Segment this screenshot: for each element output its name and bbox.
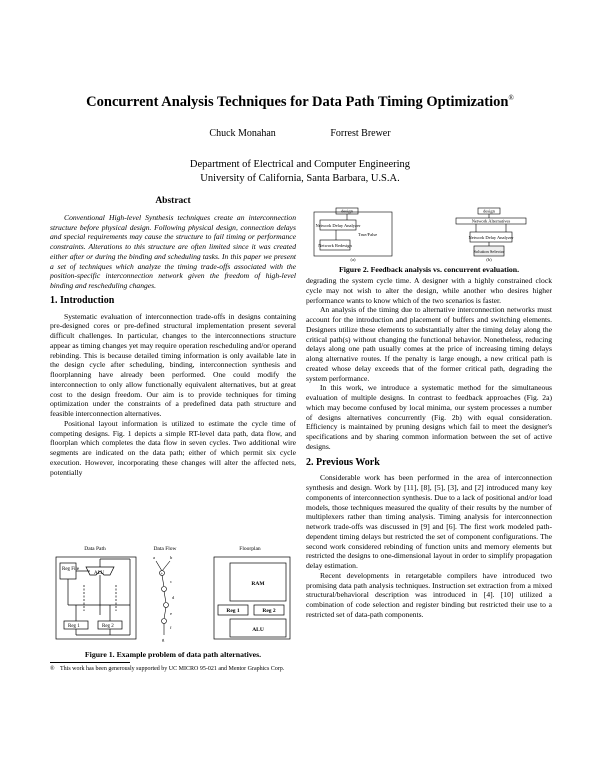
flow-edge — [162, 575, 164, 587]
design-label: design — [483, 208, 495, 214]
flow-node — [162, 587, 167, 592]
author-name: Forrest Brewer — [330, 128, 391, 139]
network-delay-analyzer-label: Network Delay Analyzer — [315, 223, 361, 228]
figure-1-panel-title: Floorplan — [239, 546, 261, 552]
paragraph: Considerable work has been performed in the area of interconnection synthesis and design. Work by [11], [8], [5], [3], and [2] introduced many key components of interconnection synthesis. Due to a lack of positional and/or load models, those techniques measured the quality of their results by the number of multiplexers rather than timing analysis. Timing analysis for interconnection network trade-offs was discussed in [9] and [6]. The first work modeled path-dependent timing delays but restricted the set of component configurations. The second work considered rebinding of function units and memory elements but restricted the designs to one-dimensional layout in order to simplify propagation delay estimation. — [306, 473, 552, 570]
flow-node — [162, 619, 167, 624]
network-redesign-label: Network Redesign — [318, 243, 352, 248]
true-false-label: True/False — [358, 232, 378, 237]
flow-edge — [164, 607, 166, 619]
abstract-heading: Abstract — [155, 196, 191, 206]
paper-title: Concurrent Analysis Techniques for Data Path Timing Optimization® — [86, 94, 514, 110]
reg2-fp-label: Reg 2 — [262, 608, 276, 614]
figure-2a-label: (a) — [350, 257, 356, 262]
flow-label: g — [162, 637, 165, 642]
section-heading-previous-work: 2. Previous Work — [306, 456, 380, 468]
left-column — [50, 197, 296, 477]
design-label: design — [341, 208, 353, 214]
flow-label: b — [170, 555, 173, 560]
paragraph: An analysis of the timing due to alternative interconnection networks must account for the introduction and placement of buffers and switching elements. Designers utilize these elements to substantially alter the timing delay along the critical path(s) without changing the functional behavior. Nonetheless, reducing delays along one path usually comes at the price of increasing timing delays along alternative routes. If the penalty is large enough, a new critical path is created whose delay exceeds that of the former critical path, degrading the system performance. — [306, 305, 552, 383]
network-alternatives-label: Network Alternatives — [471, 218, 511, 224]
footnote-text: This work has been generously supported by UC MICRO 95-021 and Mentor Graphics Corp. — [60, 666, 285, 672]
network-delay-analyzer-label: Network Delay Analyzer — [468, 235, 514, 240]
affiliation-line: University of California, Santa Barbara, U.S.A. — [200, 173, 400, 184]
footnote-rule — [50, 662, 130, 663]
flow-edge — [162, 561, 170, 571]
figure-2-caption: Figure 2. Feedback analysis vs. concurrent evaluation. — [338, 265, 520, 274]
flow-label: d — [172, 595, 175, 600]
paragraph: Systematic evaluation of interconnection trade-offs in designs containing pre-designed cores or pre-defined structural implementation present several difficult challenges. In particular, changes to the interconnections structure appear as timing changes yet may require operation rescheduling and/or operand rebinding. This is because detailed timing information is only available late in the design cycle after scheduling, binding, interconnection synthesis and floorplanning have already been performed. One could modify the interconnection to only allow functionally equivalent alternatives, but at great cost to the design freedom. Our aim is to provide techniques for timing optimization under the constraints of a predefined data path structure and feasible interconnection alternatives. — [50, 311, 296, 418]
abstract-text: Conventional High-level Synthesis techniques create an interconnection structure before physical design. Following physical design, connection delays and special requirements may cause the structure to fail timing or performance constraints. Alterations to this structure are often limited since it was created either after or during the binding and scheduling tasks. In this paper we present a set of techniques which analyze the timing trade-offs associated with the position-specific interconnection network given the freedom of high-level binding and rescheduling changes. — [50, 212, 296, 290]
flow-edge — [164, 591, 166, 603]
reg-file-label: Reg File — [62, 567, 80, 572]
figure-1-caption: Figure 1. Example problem of data path alternatives. — [84, 650, 262, 659]
reg1-label: Reg 1 — [68, 624, 80, 629]
right-column — [306, 276, 552, 620]
alu-label: ALU — [94, 571, 105, 576]
flow-label: c — [170, 579, 172, 584]
paragraph: Recent developments in retargetable compilers have introduced two promising data path analysis techniques. Instruction set extraction from a mixed structural/behavioral description was introduced in [4]. [10] utilized a combination of code selection and register binding but restricted their use to a restricted set of data-path components. — [306, 570, 552, 619]
affiliation — [0, 158, 600, 186]
flow-label: + — [160, 570, 164, 576]
abstract — [50, 213, 296, 291]
paragraph: Positional layout information is utilized to estimate the cycle time of competing designs. Fig. 1 depicts a simple RT-level data path, data flow, and floorplan which completes the data flow in seven cycles. Two additional wire segments are indicated on the data path; either of which permit six cycle execution. However, incorporating these changes will alter the affected nets, potentially — [50, 418, 296, 477]
paragraph: In this work, we introduce a systematic method for the simultaneous evaluation of multiple designs. In contrast to feedback approaches (Fig. 2a) which may become confused by local minima, our system processes a number of designs alternatives concurrently (Fig. 2b) with equal consideration. Efficiency is maintained by pruning designs which fail to meet the designer's specifications and by sharing common information between the set of active designs. — [306, 383, 552, 451]
figure-1-panel-title: Data Path — [84, 546, 106, 552]
flow-edge — [156, 561, 162, 571]
reg2-label: Reg 2 — [102, 624, 114, 629]
figure-1-panel-title: Data Flow — [153, 546, 177, 552]
flow-label: f — [170, 625, 172, 630]
title-footnote-mark: ® — [508, 94, 514, 103]
figure-1 — [50, 545, 296, 643]
footnote-mark: ® — [50, 666, 55, 672]
section-heading-introduction: 1. Introduction — [50, 294, 115, 306]
alu-fp-label: ALU — [252, 627, 264, 633]
author-list — [0, 128, 600, 139]
paragraph: degrading the system cycle time. A designer with a highly constrained clock cycle may not wish to alter the design, while another who desires higher performance wants to know which of the two scenarios is faster. — [306, 276, 552, 305]
figure-2 — [306, 206, 552, 262]
flow-node — [164, 603, 169, 608]
affiliation-line: Department of Electrical and Computer Engineering — [189, 159, 411, 170]
author-name: Chuck Monahan — [209, 128, 276, 139]
ram-label: RAM — [251, 581, 265, 587]
flow-label: a — [153, 555, 155, 560]
footnote — [50, 660, 296, 674]
solution-selector-label: Solution Selector — [473, 249, 505, 254]
reg1-fp-label: Reg 1 — [226, 608, 240, 614]
flow-label: e — [170, 611, 172, 616]
figure-2b-label: (b) — [486, 257, 492, 262]
